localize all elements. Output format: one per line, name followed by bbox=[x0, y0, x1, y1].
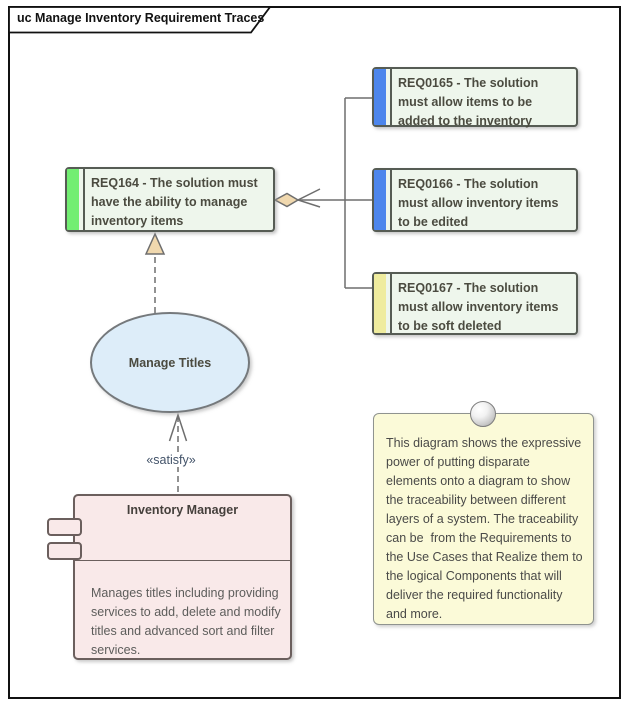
component-compartment-divider bbox=[74, 560, 291, 561]
requirement-req164[interactable] bbox=[65, 167, 275, 232]
connector-aggregation-tree[interactable] bbox=[275, 98, 372, 288]
requirement-req0165[interactable] bbox=[372, 67, 578, 127]
frame-title: uc Manage Inventory Requirement Traces bbox=[17, 11, 265, 25]
requirement-color-bar bbox=[374, 170, 386, 230]
requirement-color-bar bbox=[67, 169, 79, 230]
realization-triangle-icon bbox=[146, 234, 164, 254]
requirement-color-bar bbox=[374, 274, 386, 333]
usecase-label: Manage Titles bbox=[128, 355, 212, 370]
requirement-label: REQ164 - The solution must have the ability to manage inventory items bbox=[91, 176, 258, 228]
component-inventory-manager[interactable] bbox=[73, 494, 292, 660]
note-text: This diagram shows the expressive power of putting disparate elements onto a diagram to show the traceability between different layers of a system. The traceability can be from the Requirements to the Use Cases that Realize them to the logical Components that will deliver the required functionality and more. bbox=[386, 436, 587, 621]
component-description: Manages titles including providing services to add, delete and modify titles and advanced sort and filter services. bbox=[91, 586, 281, 657]
component-interface-tab-icon bbox=[47, 518, 82, 536]
component-interface-tab-icon bbox=[47, 542, 82, 560]
aggregation-diamond-icon bbox=[275, 194, 298, 207]
note-element[interactable] bbox=[373, 413, 594, 625]
satisfy-connector-label[interactable]: «satisfy» bbox=[131, 453, 211, 467]
requirement-req0167[interactable] bbox=[372, 272, 578, 335]
requirement-color-bar bbox=[374, 69, 386, 125]
usecase-manage-titles[interactable] bbox=[90, 312, 250, 413]
requirement-label: REQ0167 - The solution must allow inventory items to be soft deleted bbox=[398, 281, 559, 333]
component-title: Inventory Manager bbox=[126, 503, 239, 517]
requirement-label: REQ0166 - The solution must allow inventory items to be edited bbox=[398, 177, 559, 229]
note-pin-icon bbox=[470, 401, 496, 427]
tree-arrowhead-icon bbox=[298, 189, 320, 207]
requirement-req0166[interactable] bbox=[372, 168, 578, 232]
requirement-label: REQ0165 - The solution must allow items to be added to the inventory bbox=[398, 76, 539, 128]
connector-realization[interactable] bbox=[146, 234, 164, 313]
